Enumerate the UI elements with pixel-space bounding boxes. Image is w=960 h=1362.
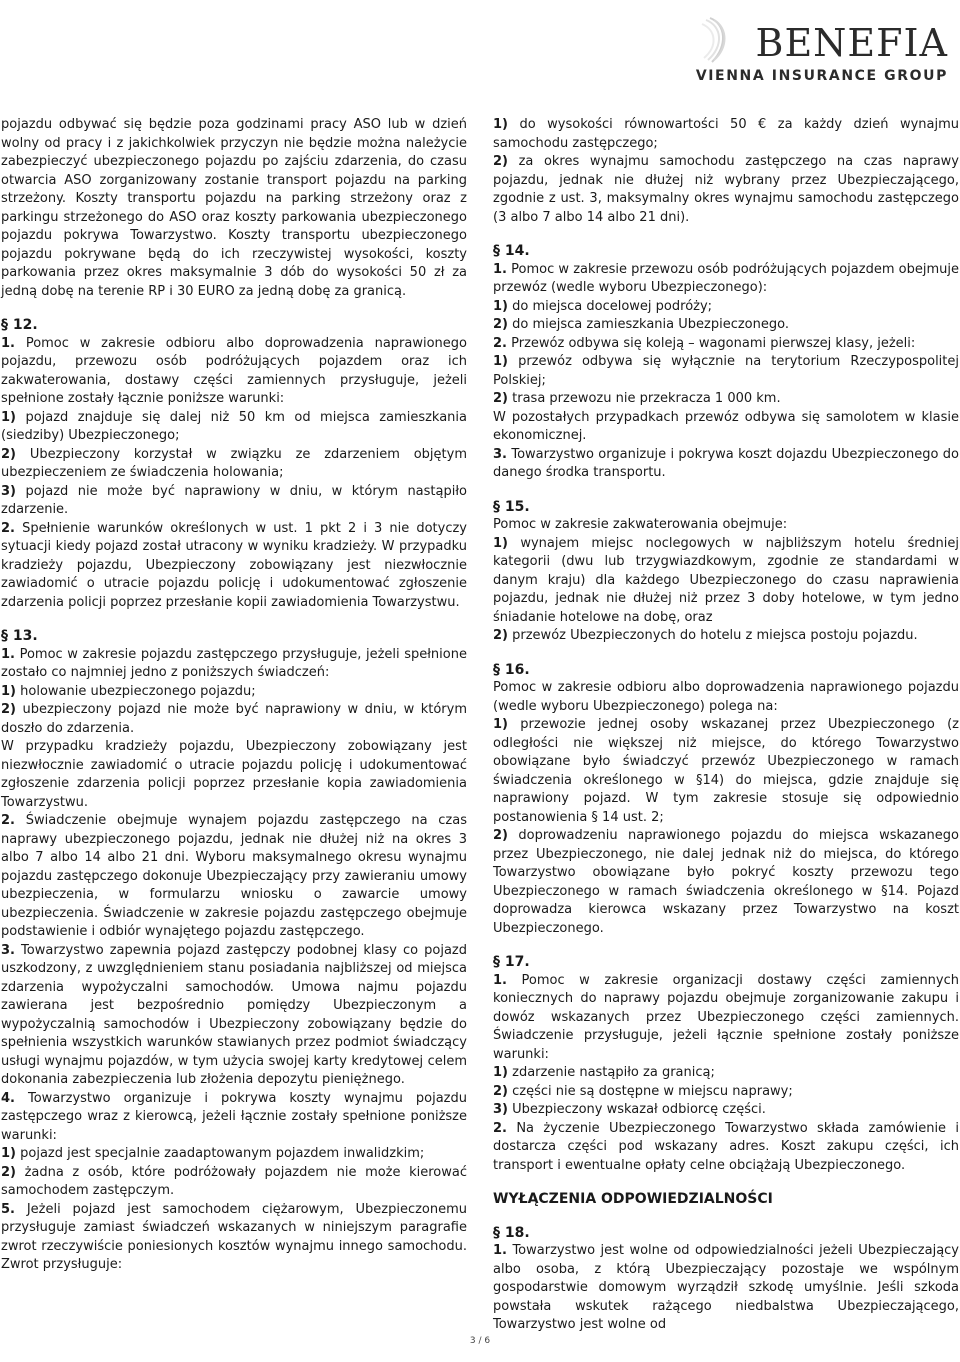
section-heading: [493, 242, 959, 261]
paragraph-text: holowanie ubezpieczonego pojazdu;: [20, 683, 256, 699]
paragraph-text: przewóz Ubezpieczonych do hotelu z miejsca postoju pojazdu.: [512, 628, 918, 643]
paragraph-text: pojazd jest specjalnie zaadaptowanym pojazdem inwalidzkim;: [20, 1146, 425, 1161]
paragraph-text: § 12.: [1, 317, 38, 333]
paragraph: [1, 409, 467, 446]
paragraph-text: § 18.: [493, 1224, 530, 1241]
paragraph-text: przewóz odbywa się wyłącznie na terytorium Rzeczypospolitej Polskiej;: [493, 354, 959, 388]
section-heading: [493, 661, 959, 680]
item-number: 2): [1, 702, 16, 717]
paragraph: [493, 261, 959, 298]
paragraph: [493, 716, 959, 827]
paragraph: [493, 116, 959, 153]
benefia-logo: [690, 16, 950, 86]
item-number: 2.: [1, 520, 15, 536]
paragraph-text: zdarzenie nastąpiło za granicą;: [512, 1065, 715, 1080]
paragraph-text: do miejsca zamieszkania Ubezpieczonego.: [512, 317, 789, 332]
paragraph-text: do miejsca docelowej podróży;: [512, 298, 713, 314]
paragraph: [1, 701, 467, 738]
paragraph: [1, 116, 467, 301]
item-number: 2): [493, 628, 508, 643]
paragraph-text: W przypadku kradzieży pojazdu, Ubezpieczony zobowiązany jest niezwłocznie zawiadomić o utracie pojazdu policję i udokumentować zgłoszenie zdarzenia policji poprzez przesłanie kopia zawiadomienia Towarzystwu.: [1, 739, 467, 810]
section-heading: [493, 1224, 959, 1243]
paragraph-text: doprowadzeniu naprawionego pojazdu do miejsca wskazanego przez Ubezpieczonego, nie dalej jednak niż do miejsca, do którego Towarzystwo obowiązane było pokryć koszty przewozu tego Ubezpieczonego w ramach świadczenia określonego w §14. Pojazd doprowadza kierowca wskazany przez Towarzystwo na koszt Ubezpieczonego.: [493, 828, 959, 936]
item-number: 2): [493, 1083, 508, 1099]
right-column: [493, 116, 959, 1335]
paragraph: [1, 1145, 467, 1164]
item-number: 3.: [1, 942, 15, 958]
paragraph-text: W pozostałych przypadkach przewóz odbywa się samolotem w klasie ekonomicznej.: [493, 409, 959, 443]
paragraph: [493, 535, 959, 628]
paragraph-text: za okres wynajmu samochodu zastępczego na czas naprawy pojazdu, jednak nie dłużej niż wybrany przez Ubezpieczającego, zgodnie z ust. 3, maksymalny okres wynajmu samochodu zastępczego (3 albo 7 albo 14 albo 21 dni).: [493, 154, 959, 225]
section-heading: [1, 627, 467, 646]
paragraph-text: WYŁĄCZENIA ODPOWIEDZIALNOŚCI: [493, 1191, 773, 1207]
paragraph-text: Świadczenie obejmuje wynajem pojazdu zastępczego na czas naprawy ubezpieczonego pojazdu, jednak nie dłużej niż na okres 3 albo 7 albo 14 albo 21 dni. Wyboru maksymalnego okresu wynajmu pojazdu zastępczego dokonuje Ubezpieczający przy zawieraniu umowy ubezpieczenia, w formularzu wniosku o zawarcie umowy ubezpieczenia. Świadczenie w zakresie pojazdu zastępczego obejmuje podstawienie i odbiór wynajętego pojazdu zastępczego.: [1, 813, 467, 939]
paragraph-text: Pomoc w zakresie pojazdu zastępczego przysługuje, jeżeli spełnione zostało co najmniej jedno z poniższych świadczeń:: [1, 646, 467, 680]
paragraph-text: pojazd znajduje się dalej niż 50 km od miejsca zamieszkania (siedziby) Ubezpieczonego;: [1, 409, 467, 443]
item-number: 2.: [493, 335, 507, 351]
paragraph: [1, 520, 467, 613]
item-number: 1): [493, 1065, 508, 1080]
paragraph: [1, 1201, 467, 1275]
paragraph-text: pojazd nie może być naprawiony w dniu, w którym nastąpiło zdarzenie.: [1, 483, 467, 517]
paragraph-text: § 15.: [493, 498, 530, 515]
paragraph-text: ubezpieczony pojazd nie może być naprawiony w dniu, w którym doszło do zdarzenia.: [1, 702, 467, 736]
section-heading: [1, 316, 467, 335]
item-number: 3.: [493, 446, 507, 462]
paragraph: [1, 738, 467, 812]
paragraph-text: § 16.: [493, 661, 530, 678]
paragraph: [1, 483, 467, 520]
paragraph-text: Na życzenie Ubezpieczonego Towarzystwo składa zamówienie i dostarcza części pod wskazany adres. Koszt zakupu części, ich transport i ewentualne opłaty celne obciążają Ubezpieczonego.: [493, 1120, 959, 1173]
item-number: 1): [493, 535, 508, 551]
item-number: 1): [1, 683, 16, 699]
paragraph-text: przewozie jednej osoby wskazanej przez Ubezpieczonego (z odległości nie większej niż miejsce, do którego Towarzystwo obowiązane było świadczyć przewóz Ubezpieczonego w ramach świadczenia określonego w §14) do miejsca, gdzie znajduje się naprawiony pojazd. W tym zakresie stosuje się odpowiednio postanowienia § 14 ust. 2;: [493, 717, 959, 825]
item-number: 1): [493, 354, 508, 369]
paragraph-text: pojazdu odbywać się będzie poza godzinami pracy ASO lub w dzień wolny od pracy i z jakichkolwiek przyczyn nie będzie można należycie zabezpieczyć ubezpieczonego pojazdu po zajściu zdarzenia, do czasu otwarcia ASO zorganizowany zostanie transport pojazdu na parking strzeżony. Koszty transportu pojazdu na parking strzeżony oraz z parkingu strzeżonego do ASO oraz koszty parkowania ubezpieczonego pojazdu pokrywa Towarzystwo. Koszty transportu ubezpieczonego pojazdu pokrywane będą do ich rzeczywistej wysokości, koszty parkowania przez okres maksymalnie 3 dób do wysokości 50 zł za jedną dobę na terenie RP i 30 EURO za jedną dobę za granicą.: [1, 117, 467, 299]
paragraph-text: Pomoc w zakresie odbioru albo doprowadzenia naprawionego pojazdu (wedle wyboru Ubezpieczonego) polega na:: [493, 680, 959, 714]
paragraph: [493, 390, 959, 409]
item-number: 3): [1, 483, 16, 499]
item-number: 1.: [493, 972, 507, 988]
paragraph-text: Ubezpieczony wskazał odbiorcę części.: [512, 1102, 766, 1117]
item-number: 2): [1, 446, 16, 462]
paragraph-text: części nie są dostępne w miejscu naprawy;: [512, 1083, 793, 1099]
paragraph-text: Przewóz odbywa się koleją – wagonami pierwszej klasy, jeżeli:: [511, 335, 916, 351]
paragraph-text: § 13.: [1, 628, 38, 644]
page-number: 3 / 6: [469, 1336, 491, 1346]
paragraph: [493, 298, 959, 317]
paragraph: [493, 1083, 959, 1102]
item-number: 2): [493, 828, 508, 843]
paragraph-text: Towarzystwo zapewnia pojazd zastępczy podobnej klasy co pojazd uszkodzony, z uwzględnieniem stanu posiadania najbliższej od miejsca zdarzenia wypożyczalni samochodów. Umowa najmu pojazdu zawierana jest bezpośrednio pomiędzy Ubezpieczonym a wypożyczalnią samochodów i Ubezpieczony zobowiązany będzie do spełnienia wszystkich warunków stawianych przez podmiot świadczący usługi wynajmu pojazdów, w tym użycia swojej karty kredytowej celem dokonania zabezpieczenia lub złożenia depozytu pieniężnego.: [1, 942, 467, 1087]
logo-name: BENEFIA: [755, 21, 948, 65]
paragraph-text: Towarzystwo jest wolne od odpowiedzialności jeżeli Ubezpieczający albo osoba, z którą Ubezpieczający pozostaje we wspólnym gospodarstwie domowym wyrządził szkodę umyślnie. Jeśli szkoda powstała wskutek rażącego niedbalstwa Ubezpieczającego, Towarzystwo jest wolne od: [493, 1243, 960, 1332]
paragraph-text: żadna z osób, które podróżowały pojazdem nie może kierować samochodem zastępczym.: [1, 1164, 467, 1198]
paragraph-text: Pomoc w zakresie zakwaterowania obejmuje:: [493, 517, 788, 532]
logo-subtitle: VIENNA INSURANCE GROUP: [695, 68, 948, 84]
paragraph: [493, 1101, 959, 1120]
paragraph-text: wynajem miejsc noclegowych w najbliższym hotelu średniej kategorii (dwu lub trzygwiazdkowym, zgodnie ze standardami w danym kraju) dla każdego Ubezpieczonego do czasu naprawienia pojazdu, jednak nie dłużej niż przez 3 doby hotelowe, w tym jedno śniadanie hotelowe na dobę, oraz: [493, 535, 959, 625]
paragraph: [493, 972, 959, 1065]
item-number: 1): [493, 717, 508, 732]
paragraph: [493, 353, 959, 390]
item-number: 2): [493, 154, 508, 169]
item-number: 1.: [1, 335, 15, 351]
item-number: 2): [493, 391, 508, 406]
paragraph-text: Jeżeli pojazd jest samochodem ciężarowym, Ubezpieczonemu przysługuje zamiast świadczeń wskazanych w niniejszym paragrafie zwrot rzeczywiście poniesionych kosztów wynajmu innego samochodu. Zwrot przysługuje:: [1, 1201, 468, 1272]
paragraph-text: Ubezpieczony korzystał w związku ze zdarzeniem objętym ubezpieczeniem ze świadczenia holowania;: [1, 446, 468, 480]
paragraph-text: Towarzystwo organizuje i pokrywa koszt dojazdu Ubezpieczonego do danego środka transportu.: [493, 446, 959, 480]
paragraph: [493, 409, 959, 446]
paragraph-text: do wysokości równowartości 50 € za każdy dzień wynajmu samochodu zastępczego;: [493, 117, 959, 151]
logo-swirl-icon: [690, 16, 730, 64]
item-number: 1): [493, 117, 508, 132]
paragraph: [1, 683, 467, 702]
item-number: 1.: [493, 261, 507, 277]
item-number: 2): [493, 317, 508, 332]
paragraph: [493, 316, 959, 335]
paragraph: [1, 446, 467, 483]
item-number: 3): [493, 1102, 508, 1117]
paragraph: [1, 335, 467, 409]
paragraph: [493, 153, 959, 227]
paragraph: [493, 335, 959, 354]
item-number: 5.: [1, 1201, 15, 1217]
paragraph: [493, 516, 959, 535]
paragraph: [493, 827, 959, 938]
item-number: 2.: [493, 1120, 507, 1136]
item-number: 4.: [1, 1090, 15, 1106]
item-number: 2.: [1, 813, 15, 828]
section-heading: [493, 953, 959, 972]
left-column: [1, 116, 467, 1275]
paragraph: [1, 812, 467, 942]
paragraph-text: Pomoc w zakresie odbioru albo doprowadzenia naprawionego pojazdu, przewozu osób podróżujących pojazdem oraz ich zakwaterowania, dostawy części zamiennych przysługuje, jeżeli spełnione zostały łącznie poniższe warunki:: [1, 335, 467, 406]
item-number: 1): [1, 1146, 16, 1161]
paragraph: [493, 1064, 959, 1083]
paragraph: [1, 1090, 467, 1146]
paragraph-text: Pomoc w zakresie organizacji dostawy części zamiennych koniecznych do naprawy pojazdu obejmuje zorganizowanie zakupu i dowóz wskazanych przez Ubezpieczonego części zamiennych. Świadczenie przysługuje, jeżeli łącznie spełnione zostały poniższe warunki:: [493, 972, 959, 1062]
paragraph: [1, 646, 467, 683]
paragraph: [493, 1120, 959, 1176]
item-number: 1.: [493, 1243, 507, 1258]
item-number: 1): [493, 298, 508, 314]
paragraph-text: Pomoc w zakresie przewozu osób podróżujących pojazdem obejmuje przewóz (wedle wyboru Ubezpieczonego):: [493, 261, 959, 295]
paragraph-text: trasa przewozu nie przekracza 1 000 km.: [512, 391, 781, 406]
section-heading: [493, 498, 959, 517]
paragraph-text: § 17.: [493, 954, 530, 970]
paragraph-text: § 14.: [493, 243, 530, 259]
paragraph: [1, 1164, 467, 1201]
paragraph: [493, 1242, 959, 1335]
chapter-heading: [493, 1190, 959, 1209]
paragraph-text: Towarzystwo organizuje i pokrywa koszty wynajmu pojazdu zastępczego wraz z kierowcą, jeżeli łącznie zostały spełnione poniższe warunki:: [1, 1090, 467, 1143]
paragraph: [1, 942, 467, 1090]
item-number: 1.: [1, 646, 15, 662]
paragraph: [493, 446, 959, 483]
item-number: 2): [1, 1164, 16, 1180]
paragraph-text: Spełnienie warunków określonych w ust. 1 pkt 2 i 3 nie dotyczy sytuacji kiedy pojazd został utracony w wyniku kradzieży. W przypadku kradzieży pojazdu, Ubezpieczony zobowiązany jest niezwłocznie zawiadomić o utracie pojazdu policję i udokumentować zgłoszenie zdarzenia policji poprzez przesłanie kopii zawiadomienia Towarzystwu.: [1, 520, 467, 610]
paragraph: [493, 679, 959, 716]
item-number: 1): [1, 409, 16, 425]
paragraph: [493, 627, 959, 646]
